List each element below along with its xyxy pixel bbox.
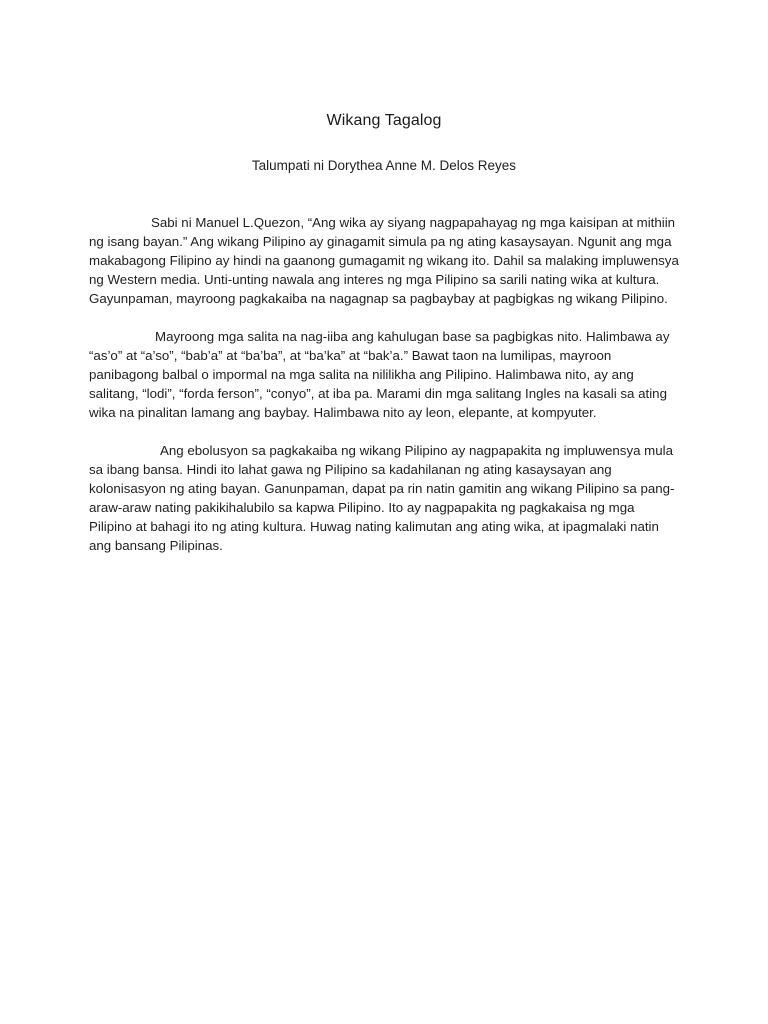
paragraph-2: Mayroong mga salita na nag-iiba ang kahulugan base sa pagbigkas nito. Halimbawa ay “as’o” at “a’so”, “bab’a” at “ba’ba”, at “ba’ka” at “bak’a.” Bawat taon na lumilipas, mayroon panibagong balbal o impormal na mga salita na nililikha ang Pilipino. Halimbawa nito, ay ang salitang, “lodi”, “forda ferson”, “conyo”, at iba pa. Marami din mga salitang Ingles na kasali sa ating wika na pinalitan lamang ang baybay. Halimbawa nito ay leon, elepante, at kompyuter.	[89, 329, 670, 420]
paragraph-3: Ang ebolusyon sa pagkakaiba ng wikang Pilipino ay nagpapakita ng impluwensya mula sa ibang bansa. Hindi ito lahat gawa ng Pilipino sa kadahilanan ng ating kasaysayan ang kolonisasyon ng ating bayan. Ganunpaman, dapat pa rin natin gamitin ang wikang Pilipino sa pang-araw-araw nating pakikihalubilo sa kapwa Pilipino. Ito ay nagpapakita ng pagkakaisa ng mga Pilipino at bahagi ito ng ating kultura. Huwag nating kalimutan ang ating wika, at ipagmalaki natin ang bansang Pilipinas.	[89, 443, 675, 553]
document-title: Wikang Tagalog	[326, 112, 442, 129]
paragraph-1: Sabi ni Manuel L.Quezon, “Ang wika ay siyang nagpapahayag ng mga kaisipan at mithiin ng isang bayan.” Ang wikang Pilipino ay ginagamit simula pa ng ating kasaysayan. Ngunit ang mga makabagong Filipino ay hindi na gaanong gumagamit ng wikang ito. Dahil sa malaking impluwensya ng Western media. Unti-unting nawala ang interes ng mga Pilipino sa sarili nating wika at kultura. Gayunpaman, mayroong pagkakaiba na nagagnap sa pagbaybay at pagbigkas ng wikang Pilipino.	[89, 215, 679, 306]
document-subtitle: Talumpati ni Dorythea Anne M. Delos Reyes	[251, 158, 517, 173]
document-body	[89, 213, 681, 574]
